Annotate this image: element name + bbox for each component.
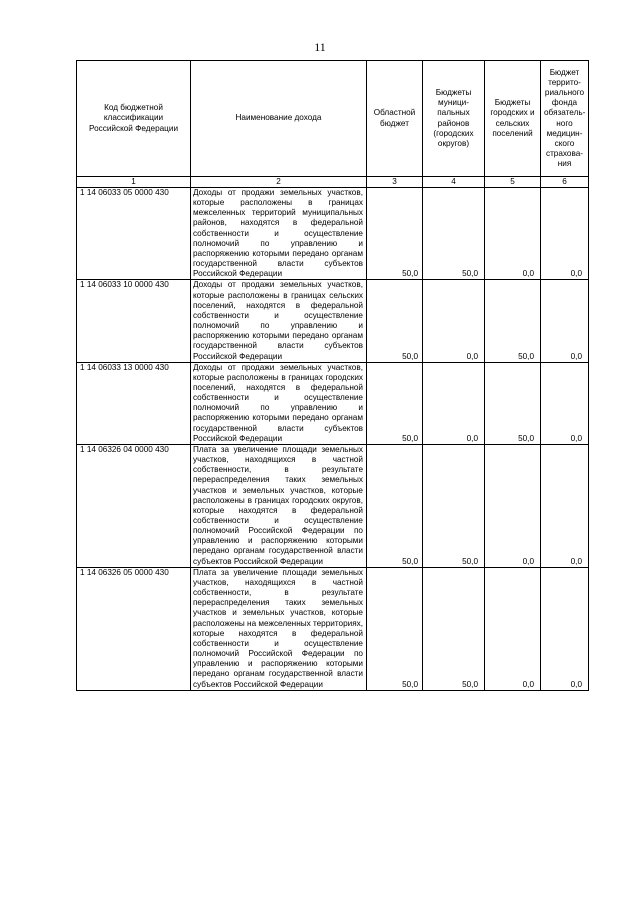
row-fund-value: 0,0 — [541, 567, 589, 690]
header-settlement-budgets: Бюджеты городских и сельских поселений — [485, 61, 541, 177]
row-municipal-value: 0,0 — [423, 280, 485, 362]
header-municipal-budgets: Бюджеты муници-пальных районов (городских округов) — [423, 61, 485, 177]
revenue-table — [76, 60, 589, 691]
row-code: 1 14 06033 05 0000 430 — [77, 188, 191, 280]
table-row — [77, 362, 589, 444]
row-municipal-value: 50,0 — [423, 188, 485, 280]
table-row — [77, 280, 589, 362]
column-number-row — [77, 177, 589, 188]
row-name: Доходы от продажи земельных участков, которые расположены в границах сельских поселений, находятся в федеральной собственности и осуществление полномочий по управлению и распоряжению которыми передано органам государственной власти субъектов Российской Федерации — [191, 280, 367, 362]
table-row — [77, 567, 589, 690]
row-name: Доходы от продажи земельных участков, которые расположены в границах городских поселений, находятся в федеральной собственности и осуществление полномочий по управлению и распоряжению которыми передано органам государственной власти субъектов Российской Федерации — [191, 362, 367, 444]
header-medical-insurance-fund: Бюджет террито-риального фонда обязатель-ного медицин-ского страхова-ния — [541, 61, 589, 177]
header-code: Код бюджетной классификации Российской Федерации — [77, 61, 191, 177]
header-row — [77, 61, 589, 177]
row-fund-value: 0,0 — [541, 188, 589, 280]
row-settlement-value: 50,0 — [485, 280, 541, 362]
row-name: Доходы от продажи земельных участков, которые расположены в границах межселенных территорий муниципальных районов, находятся в федеральной собственности и осуществление полномочий по управлению и распоряжению которыми передано органам государственной власти субъектов Российской Федерации — [191, 188, 367, 280]
row-code: 1 14 06326 04 0000 430 — [77, 444, 191, 567]
row-regional-value: 50,0 — [367, 362, 423, 444]
row-fund-value: 0,0 — [541, 362, 589, 444]
row-code: 1 14 06326 05 0000 430 — [77, 567, 191, 690]
header-name: Наименование дохода — [191, 61, 367, 177]
row-regional-value: 50,0 — [367, 567, 423, 690]
header-regional-budget: Областной бюджет — [367, 61, 423, 177]
column-number: 3 — [367, 177, 423, 188]
page-number: 11 — [314, 40, 326, 54]
column-number: 1 — [77, 177, 191, 188]
row-fund-value: 0,0 — [541, 444, 589, 567]
row-fund-value: 0,0 — [541, 280, 589, 362]
row-name: Плата за увеличение площади земельных участков, находящихся в частной собственности, в результате перераспределения таких земельных участков и земельных участков, которые расположены на межселенных территориях, которые находятся в федеральной собственности и осуществление полномочий Российской Федерации по управлению и распоряжению которыми передано органам государственной власти субъектов Российской Федерации — [191, 567, 367, 690]
row-settlement-value: 0,0 — [485, 567, 541, 690]
row-municipal-value: 50,0 — [423, 444, 485, 567]
column-number: 2 — [191, 177, 367, 188]
column-number: 5 — [485, 177, 541, 188]
row-municipal-value: 50,0 — [423, 567, 485, 690]
row-regional-value: 50,0 — [367, 444, 423, 567]
row-settlement-value: 0,0 — [485, 188, 541, 280]
row-settlement-value: 0,0 — [485, 444, 541, 567]
table-row — [77, 444, 589, 567]
row-regional-value: 50,0 — [367, 188, 423, 280]
row-name: Плата за увеличение площади земельных участков, находящихся в частной собственности, в результате перераспределения таких земельных участков и земельных участков, которые расположены в границах городских округов, которые находятся в федеральной собственности и осуществление полномочий Российской Федерации по управлению и распоряжению которыми передано органам государственной власти субъектов Российской Федерации — [191, 444, 367, 567]
table-row — [77, 188, 589, 280]
row-regional-value: 50,0 — [367, 280, 423, 362]
row-municipal-value: 0,0 — [423, 362, 485, 444]
row-settlement-value: 50,0 — [485, 362, 541, 444]
column-number: 6 — [541, 177, 589, 188]
row-code: 1 14 06033 10 0000 430 — [77, 280, 191, 362]
row-code: 1 14 06033 13 0000 430 — [77, 362, 191, 444]
column-number: 4 — [423, 177, 485, 188]
